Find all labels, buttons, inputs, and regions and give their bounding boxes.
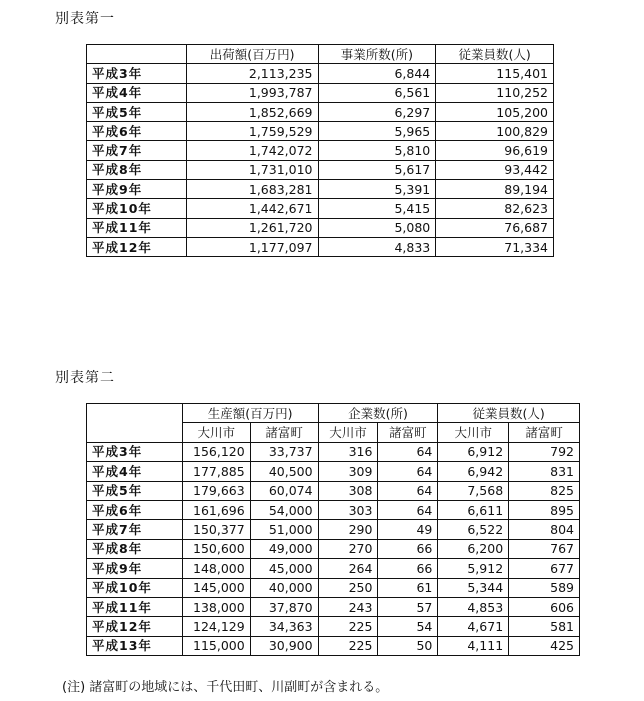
table2-heading: 別表第二	[55, 370, 115, 386]
table-cell: 6,912	[438, 442, 509, 461]
table-cell: 89,194	[436, 180, 554, 199]
table-cell: 115,000	[182, 636, 250, 655]
table-cell: 1,261,720	[186, 218, 318, 237]
table-cell: 64	[378, 462, 438, 481]
table-row	[87, 617, 580, 636]
row-year-label: 平成10年	[87, 578, 183, 597]
table-row	[87, 462, 580, 481]
table-cell: 6,942	[438, 462, 509, 481]
table-cell: 54,000	[250, 500, 318, 519]
table-cell: 1,731,010	[186, 160, 318, 179]
year-header	[87, 404, 183, 443]
table-cell: 150,600	[182, 539, 250, 558]
row-year-label: 平成7年	[87, 520, 183, 539]
table-cell: 2,113,235	[186, 64, 318, 83]
year-header	[87, 45, 187, 64]
table-cell: 5,344	[438, 578, 509, 597]
table-cell: 606	[509, 597, 580, 616]
table-cell: 270	[318, 539, 378, 558]
row-year-label: 平成8年	[87, 539, 183, 558]
row-year-label: 平成3年	[87, 64, 187, 83]
table1-heading: 別表第一	[55, 11, 115, 27]
table-cell: 250	[318, 578, 378, 597]
table-cell: 105,200	[436, 102, 554, 121]
column-header: 事業所数(所)	[318, 45, 436, 64]
subcolumn-header: 大川市	[438, 423, 509, 442]
row-year-label: 平成8年	[87, 160, 187, 179]
table-row	[87, 636, 580, 655]
table-cell: 1,993,787	[186, 83, 318, 102]
column-header: 出荷額(百万円)	[186, 45, 318, 64]
table-row	[87, 122, 554, 141]
table-cell: 60,074	[250, 481, 318, 500]
table-cell: 40,500	[250, 462, 318, 481]
group-header: 従業員数(人)	[438, 404, 580, 423]
table-cell: 76,687	[436, 218, 554, 237]
table-cell: 4,111	[438, 636, 509, 655]
table-row	[87, 578, 580, 597]
production-table	[86, 403, 580, 656]
row-year-label: 平成13年	[87, 636, 183, 655]
row-year-label: 平成5年	[87, 481, 183, 500]
table-row	[87, 141, 554, 160]
footnote: (注) 諸富町の地域には、千代田町、川副町が含まれる。	[62, 680, 389, 695]
table-cell: 6,200	[438, 539, 509, 558]
table-cell: 50	[378, 636, 438, 655]
table-row	[87, 199, 554, 218]
table-cell: 37,870	[250, 597, 318, 616]
group-header: 生産額(百万円)	[182, 404, 318, 423]
group-header: 企業数(所)	[318, 404, 438, 423]
table-cell: 425	[509, 636, 580, 655]
table-cell: 82,623	[436, 199, 554, 218]
table-cell: 54	[378, 617, 438, 636]
table-cell: 1,177,097	[186, 237, 318, 256]
subcolumn-header: 諸富町	[509, 423, 580, 442]
table-cell: 6,297	[318, 102, 436, 121]
table-cell: 45,000	[250, 559, 318, 578]
table-cell: 1,852,669	[186, 102, 318, 121]
table-cell: 1,683,281	[186, 180, 318, 199]
row-year-label: 平成7年	[87, 141, 187, 160]
table-cell: 145,000	[182, 578, 250, 597]
table-cell: 825	[509, 481, 580, 500]
row-year-label: 平成9年	[87, 180, 187, 199]
table-row	[87, 218, 554, 237]
table-cell: 64	[378, 481, 438, 500]
table-cell: 6,522	[438, 520, 509, 539]
table-row	[87, 180, 554, 199]
table-cell: 71,334	[436, 237, 554, 256]
table-cell: 308	[318, 481, 378, 500]
row-year-label: 平成6年	[87, 122, 187, 141]
table-cell: 243	[318, 597, 378, 616]
table-cell: 150,377	[182, 520, 250, 539]
table-cell: 124,129	[182, 617, 250, 636]
row-year-label: 平成10年	[87, 199, 187, 218]
table-cell: 7,568	[438, 481, 509, 500]
table-cell: 1,742,072	[186, 141, 318, 160]
table-row	[87, 237, 554, 256]
table-cell: 110,252	[436, 83, 554, 102]
table-cell: 66	[378, 559, 438, 578]
table-cell: 792	[509, 442, 580, 461]
table-cell: 303	[318, 500, 378, 519]
table-cell: 5,617	[318, 160, 436, 179]
table-cell: 4,853	[438, 597, 509, 616]
table-cell: 49,000	[250, 539, 318, 558]
table-cell: 1,759,529	[186, 122, 318, 141]
row-year-label: 平成12年	[87, 617, 183, 636]
table-group-header-row	[87, 404, 580, 423]
table-cell: 96,619	[436, 141, 554, 160]
table-row	[87, 539, 580, 558]
table-cell: 93,442	[436, 160, 554, 179]
table-cell: 5,080	[318, 218, 436, 237]
table-cell: 264	[318, 559, 378, 578]
table-cell: 64	[378, 442, 438, 461]
subcolumn-header: 大川市	[318, 423, 378, 442]
table-cell: 148,000	[182, 559, 250, 578]
table-cell: 33,737	[250, 442, 318, 461]
table-cell: 115,401	[436, 64, 554, 83]
table-cell: 831	[509, 462, 580, 481]
table-cell: 100,829	[436, 122, 554, 141]
table-row	[87, 559, 580, 578]
table-cell: 61	[378, 578, 438, 597]
row-year-label: 平成5年	[87, 102, 187, 121]
row-year-label: 平成3年	[87, 442, 183, 461]
table-row	[87, 500, 580, 519]
table-row	[87, 481, 580, 500]
table-row	[87, 442, 580, 461]
table-cell: 179,663	[182, 481, 250, 500]
table-cell: 34,363	[250, 617, 318, 636]
table-cell: 64	[378, 500, 438, 519]
table-cell: 5,391	[318, 180, 436, 199]
row-year-label: 平成9年	[87, 559, 183, 578]
table-cell: 6,561	[318, 83, 436, 102]
table-cell: 51,000	[250, 520, 318, 539]
row-year-label: 平成6年	[87, 500, 183, 519]
table-cell: 225	[318, 636, 378, 655]
table-cell: 5,810	[318, 141, 436, 160]
table-cell: 30,900	[250, 636, 318, 655]
subcolumn-header: 大川市	[182, 423, 250, 442]
table-cell: 49	[378, 520, 438, 539]
table-cell: 161,696	[182, 500, 250, 519]
table-cell: 57	[378, 597, 438, 616]
table-cell: 895	[509, 500, 580, 519]
shipment-table	[86, 44, 554, 257]
table-cell: 138,000	[182, 597, 250, 616]
table-cell: 225	[318, 617, 378, 636]
table-cell: 177,885	[182, 462, 250, 481]
table-cell: 40,000	[250, 578, 318, 597]
table-cell: 6,844	[318, 64, 436, 83]
table-cell: 4,833	[318, 237, 436, 256]
subcolumn-header: 諸富町	[250, 423, 318, 442]
table-row	[87, 83, 554, 102]
table-row	[87, 102, 554, 121]
table-cell: 5,965	[318, 122, 436, 141]
table-cell: 1,442,671	[186, 199, 318, 218]
row-year-label: 平成12年	[87, 237, 187, 256]
table-row	[87, 160, 554, 179]
row-year-label: 平成4年	[87, 83, 187, 102]
table-cell: 581	[509, 617, 580, 636]
table-cell: 6,611	[438, 500, 509, 519]
table-cell: 316	[318, 442, 378, 461]
table-cell: 767	[509, 539, 580, 558]
table-cell: 804	[509, 520, 580, 539]
table-cell: 309	[318, 462, 378, 481]
row-year-label: 平成4年	[87, 462, 183, 481]
row-year-label: 平成11年	[87, 597, 183, 616]
table-cell: 4,671	[438, 617, 509, 636]
table-row	[87, 520, 580, 539]
table-row	[87, 64, 554, 83]
subcolumn-header: 諸富町	[378, 423, 438, 442]
table-cell: 5,912	[438, 559, 509, 578]
table-cell: 66	[378, 539, 438, 558]
column-header: 従業員数(人)	[436, 45, 554, 64]
table-cell: 290	[318, 520, 378, 539]
table-cell: 589	[509, 578, 580, 597]
table-header-row	[87, 45, 554, 64]
table-cell: 5,415	[318, 199, 436, 218]
table-row	[87, 597, 580, 616]
table-cell: 677	[509, 559, 580, 578]
row-year-label: 平成11年	[87, 218, 187, 237]
table-cell: 156,120	[182, 442, 250, 461]
